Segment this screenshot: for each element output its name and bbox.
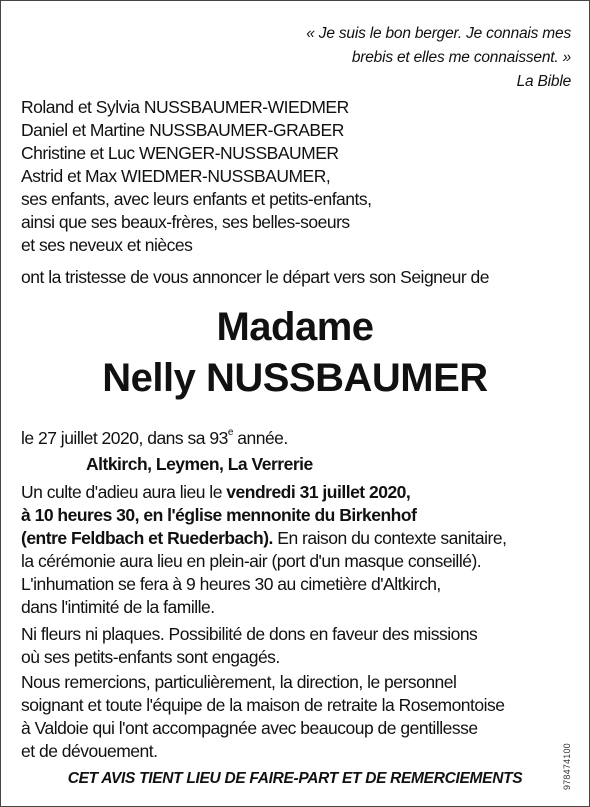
quote-line: « Je suis le bon berger. Je connais mes [306,25,571,42]
quote-line: brebis et elles me connaissent. » [351,49,571,66]
places-line: Altkirch, Leymen, La Verrerie [86,454,313,474]
ceremony-date: vendredi 31 juillet 2020, [226,482,411,502]
date-prefix: le 27 juillet 2020, dans sa 93 [21,428,228,448]
family-line: Astrid et Max WIEDMER-NUSSBAUMER, [21,166,331,186]
thanks-line: soignant et toute l'équipe de la maison de retraite la Rosemontoise [21,695,505,715]
reference-number: 978474100 [562,743,572,790]
ceremony-details [21,481,506,619]
quote-source: La Bible [516,73,571,90]
deceased-title: Madame [216,305,374,349]
ceremony-text: Un culte d'adieu aura lieu le [21,482,227,502]
thanks-line: Nous remercions, particulièrement, la direction, le personnel [21,672,457,692]
family-line: et ses neveux et nièces [21,235,193,255]
death-date [21,427,288,450]
thanks-line: à Valdoie qui l'ont accompagnée avec beaucoup de gentillesse [21,718,478,738]
family-line: Christine et Luc WENGER-NUSSBAUMER [21,143,339,163]
ceremony-line [21,504,506,527]
family-line: Roland et Sylvia NUSSBAUMER-WIEDMER [21,97,349,117]
ceremony-location: à 10 heures 30, en l'église mennonite du Birkenhof [21,505,417,525]
closing-statement: CET AVIS TIENT LIEU DE FAIRE-PART ET DE REMERCIEMENTS [67,770,523,787]
date-ordinal: e [227,427,233,439]
ceremony-line: L'inhumation se fera à 9 heures 30 au cimetière d'Altkirch, [21,574,441,594]
ceremony-location-detail: (entre Feldbach et Ruederbach). [21,528,273,548]
flowers-line: où ses petits-enfants sont engagés. [21,647,280,667]
ceremony-text: En raison du contexte sanitaire, [272,528,507,548]
family-line: Daniel et Martine NUSSBAUMER-GRABER [21,120,344,140]
family-list [21,96,372,257]
bible-quote [306,22,571,94]
ceremony-line: dans l'intimité de la famille. [21,597,215,617]
flowers-line: Ni fleurs ni plaques. Possibilité de dons en faveur des missions [21,624,478,644]
deceased-name-block [0,302,590,404]
announcement-intro: ont la tristesse de vous annoncer le départ vers son Seigneur de [21,267,490,287]
family-line: ses enfants, avec leurs enfants et petits-enfants, [21,189,372,209]
ceremony-line: la cérémonie aura lieu en plein-air (port d'un masque conseillé). [21,551,482,571]
flowers-note [21,623,477,669]
family-line: ainsi que ses beaux-frères, ses belles-soeurs [21,212,350,232]
deceased-name: Nelly NUSSBAUMER [102,356,488,400]
thanks-line: et de dévouement. [21,741,158,761]
ceremony-line [21,481,506,504]
date-suffix: année. [232,428,288,448]
thanks-paragraph [21,671,505,763]
ceremony-line [21,527,506,550]
